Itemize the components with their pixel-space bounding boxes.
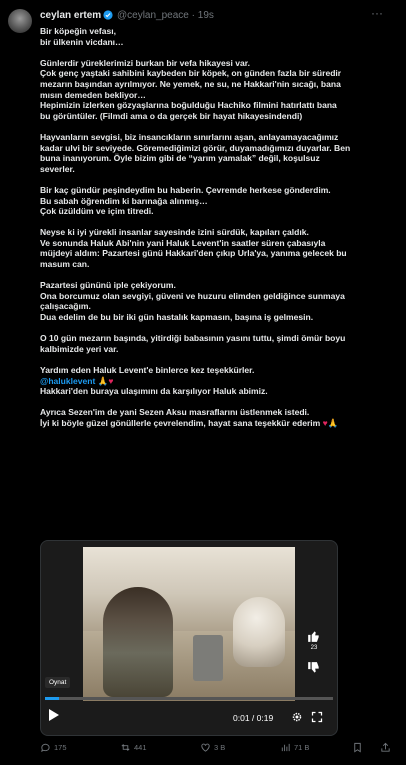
play-badge: Oynat — [45, 677, 70, 688]
video-progress-bar[interactable] — [45, 697, 333, 700]
man-figure — [103, 587, 173, 697]
tweet-line: Hepimizin izlerken gözyaşlarına boğulduğu Hachiko filmini hatırlattı bana — [40, 100, 337, 111]
tweet-line — [40, 217, 400, 228]
repost-count: 441 — [134, 743, 147, 752]
tweet-line — [40, 397, 400, 408]
tweet-line: Dua edelim de bu bir iki gün hastalık kapmasın, başına iş gelmesin. — [40, 312, 314, 323]
tweet-line: Bu sabah öğrendim ki barınağa alınmış… — [40, 195, 208, 206]
tweet-line: mezarın başından ayrılmıyor. Ne yemek, ne su, ne Hakkari'nin sıcağı, bana — [40, 78, 341, 89]
tweet-line: Ve sonunda Haluk Abi'nin yani Haluk Levent'in saatler süren çabasıyla — [40, 237, 326, 248]
bookmark-icon[interactable] — [352, 742, 363, 753]
tweet-line: müjdeyi aldım: Pazartesi günü Hakkari'den çıkıp Urla'ya, yanıma gelecek bu — [40, 248, 347, 259]
dog-figure — [233, 597, 285, 667]
tweet-line — [40, 121, 400, 132]
tweet-line: O 10 gün mezarın başında, yitirdiği babasının yasını tuttu, şimdi ömür boyu — [40, 333, 346, 344]
video-like-overlay[interactable] — [303, 629, 325, 677]
heart-emoji-icon: ♥ — [322, 417, 328, 428]
like-button[interactable] — [200, 742, 225, 753]
tweet-line: çalışacağım. — [40, 301, 91, 312]
reply-count: 175 — [54, 743, 67, 752]
repost-button[interactable] — [120, 742, 147, 753]
views-icon — [280, 742, 291, 753]
verified-badge-icon — [103, 10, 113, 20]
handle-text: @ceylan_peace — [117, 10, 189, 21]
tweet-line: bir ülkenin vicdanı… — [40, 36, 124, 47]
reply-button[interactable] — [40, 742, 67, 753]
tweet-line: Pazartesi gününü iple çekiyorum. — [40, 280, 176, 291]
fullscreen-icon[interactable] — [311, 711, 323, 723]
mention-line — [40, 376, 400, 387]
pray-emoji-icon: 🙏 — [327, 417, 339, 428]
video-frame[interactable] — [83, 547, 295, 701]
user-handle[interactable] — [117, 10, 214, 21]
tweet-line: kalbimizde yeri var. — [40, 343, 119, 354]
tweet-line: Hayvanların sevgisi, biz insancıkların sınırlarını aşan, anlayamayacağımız — [40, 131, 339, 142]
tweet-line: Bir köpeğin vefası, — [40, 26, 116, 36]
tweet-line: mısın demeden bekliyor… — [40, 89, 146, 100]
play-icon[interactable] — [49, 709, 59, 721]
dot-separator: · — [191, 10, 198, 21]
tweet-line: Çok genç yaştaki sahibini kaybeden bir köpek, on günden fazla bir süredir — [40, 68, 342, 79]
tweet-line: Ayrıca Sezen'im de yani Sezen Aksu masraflarını üstlenmek istedi. — [40, 407, 310, 418]
mention-link[interactable]: @haluklevent — [40, 375, 96, 386]
tweet-line — [40, 418, 400, 429]
tweet-line: Bir kaç gündür peşindeydim bu haberin. Çevremde herkese gönderdim. — [40, 184, 331, 195]
tweet-line-text: İyi ki böyle güzel gönüllerle çevrelendim, hayat sana teşekkür ederim — [40, 417, 321, 428]
avatar[interactable] — [8, 9, 32, 33]
tweet-line: Yardım eden Haluk Levent'e binlerce kez teşekkürler. — [40, 365, 255, 375]
heart-emoji-icon: ♥ — [108, 375, 114, 386]
like-count: 3 B — [214, 743, 226, 752]
tweet-line: Neyse ki iyi yürekli insanlar sayesinde izini sürdük, kapıları çaldık. — [40, 227, 309, 238]
thumbs-down-icon[interactable] — [307, 661, 321, 675]
tweet-line: kadar ulvi bir seviyede. Göremediğimizi görür, duyamadığımızı duyarlar. Ben — [40, 142, 351, 153]
tweet-line — [40, 354, 400, 365]
tweet-line: Günlerdir yüreklerimizi burkan bir vefa hikayesi var. — [40, 57, 250, 68]
video-time: 0:01 / 0:19 — [233, 713, 274, 723]
tweet-line — [40, 323, 400, 334]
views-button[interactable] — [280, 742, 309, 753]
tweet-line: Ona borcumuz olan sevgiyi, güveni ve huzuru elimden geldiğince sunmaya — [40, 290, 345, 301]
tweet-actions — [40, 742, 400, 756]
tweet-line: severler. — [40, 163, 75, 174]
share-icon[interactable] — [380, 742, 391, 753]
repost-icon — [120, 742, 131, 753]
pray-emoji-icon: 🙏 — [97, 375, 109, 386]
video-like-count: 23 — [310, 645, 318, 651]
tweet-line: masum can. — [40, 259, 90, 270]
more-options-icon[interactable]: ··· — [371, 6, 383, 20]
settings-gear-icon[interactable] — [291, 711, 303, 723]
tweet-line — [40, 174, 400, 185]
video-progress-fill — [45, 697, 59, 700]
tweet-line: buna inanıyorum. Öyle bizim gibi de “yarım yamalak” değil, koşulsuz — [40, 153, 320, 164]
thumbs-up-icon — [307, 629, 321, 643]
tweet-line: Hakkari'den buraya ulaşımını da karşılıyor Haluk abimiz. — [40, 386, 268, 397]
post-time: 19s — [197, 10, 214, 21]
heart-outline-icon — [200, 742, 211, 753]
grave-stone — [193, 635, 223, 681]
tweet-line — [40, 270, 400, 281]
tweet-line — [40, 47, 400, 58]
video-player[interactable] — [40, 540, 338, 736]
tweet-line: bu görüntüler. (Filmdi ama o da gerçek bir hayat hikayesindendi) — [40, 110, 303, 121]
tweet-text — [40, 26, 400, 429]
view-count: 71 B — [294, 743, 310, 752]
reply-icon — [40, 742, 51, 753]
tweet-line: Çok üzüldüm ve içim titredi. — [40, 206, 154, 217]
user-name[interactable]: ceylan ertem — [40, 10, 102, 21]
